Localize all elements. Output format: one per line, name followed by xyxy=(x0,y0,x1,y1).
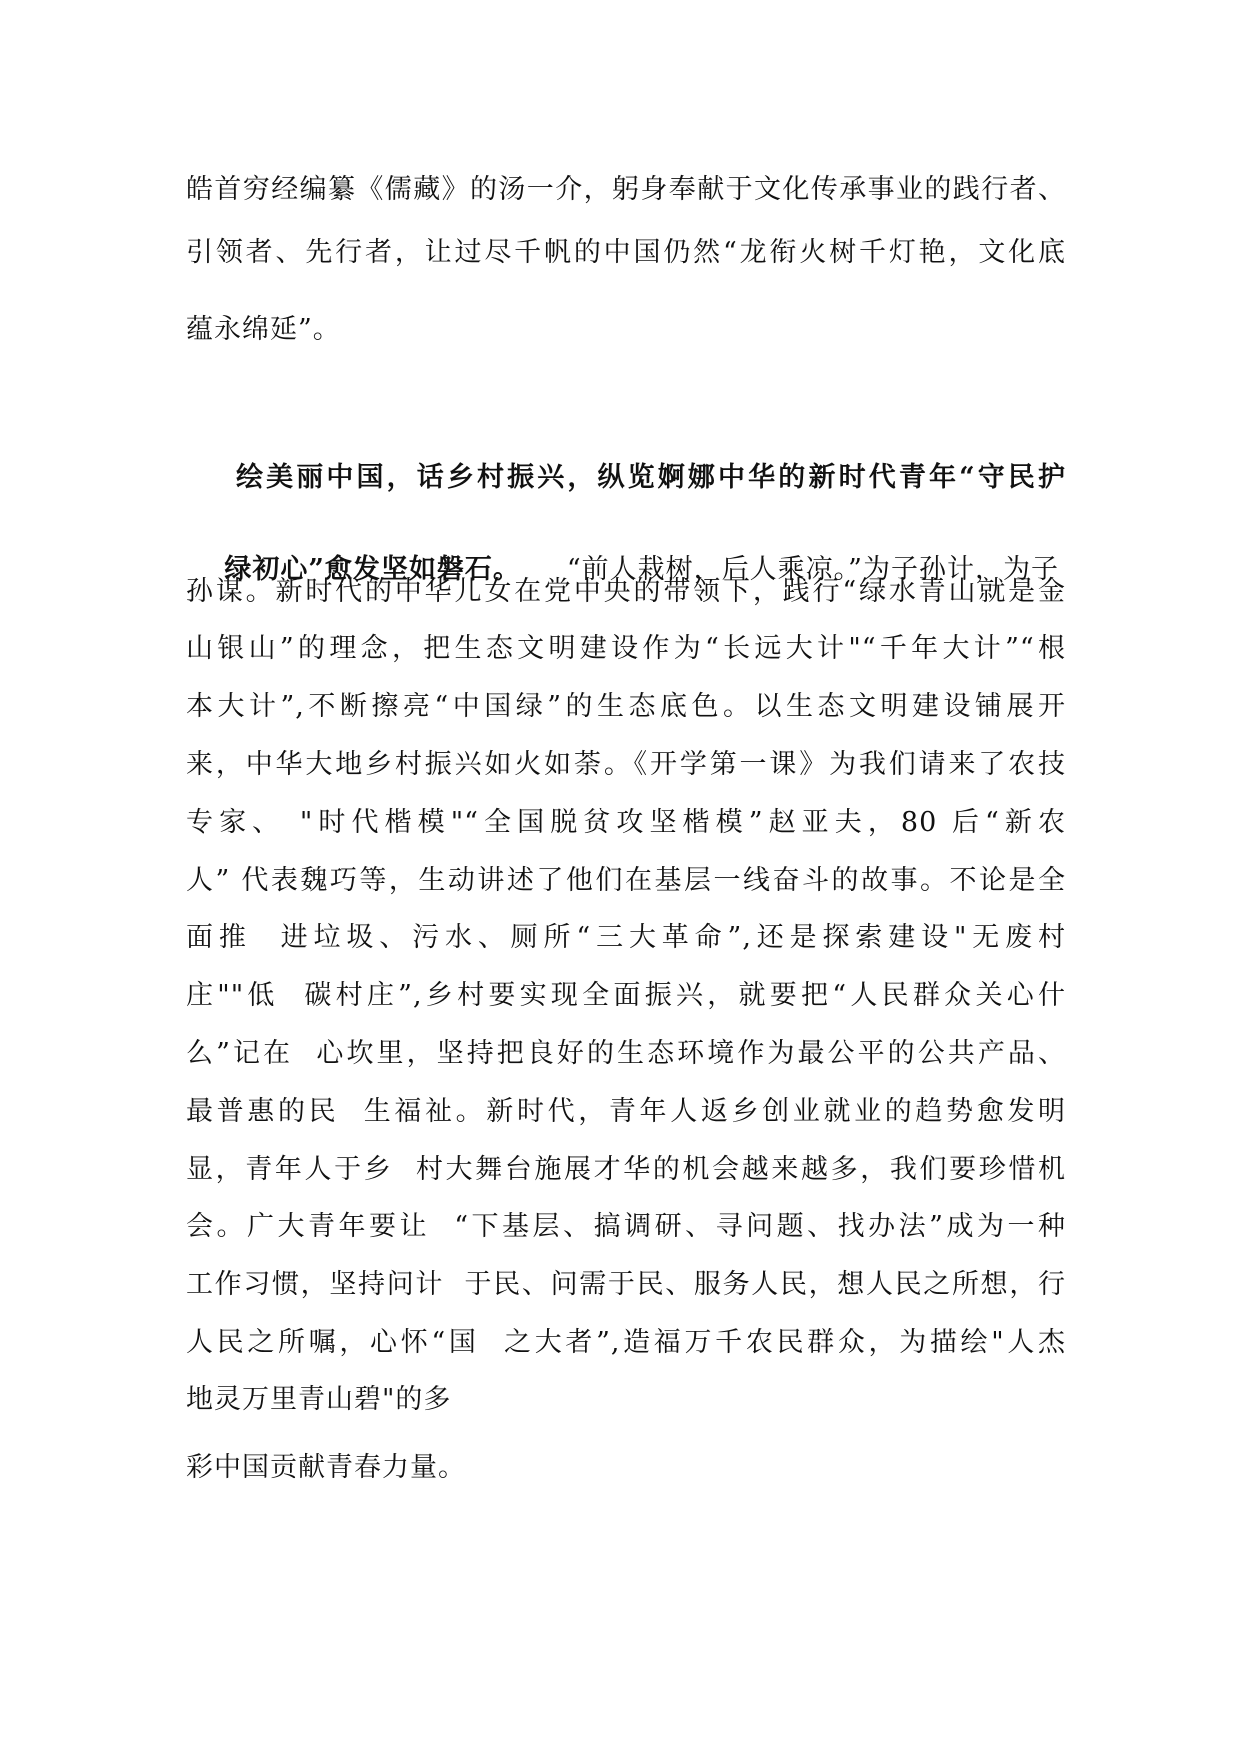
paragraph2-final-line: 彩中国贡献青春力量。 xyxy=(186,1452,466,1483)
paragraph2-line-13: 显，青年人于乡 村大舞台施展才华的机会越来越多，我们要珍惜机 xyxy=(186,1154,1066,1185)
paragraph2-line-5: 本大计”,不断擦亮“中国绿”的生态底色。以生态文明建设铺展开 xyxy=(186,691,1066,722)
paragraph2-line-9: 面推 进垃圾、污水、厕所“三大革命”,还是探索建设"无废村 xyxy=(186,922,1066,953)
paragraph2-line-17: 地灵万里青山碧"的多 xyxy=(186,1384,452,1415)
paragraph2-line-16: 人民之所嘱，心怀“国 之大者”,造福万千农民群众，为描绘"人杰 xyxy=(186,1327,1066,1358)
paragraph2-line-2-rest: “前人栽树，后人乘凉。”为子孙计，为子 xyxy=(566,554,1059,585)
paragraph2-line-8: 人” 代表魏巧等，生动讲述了他们在基层一线奋斗的故事。不论是全 xyxy=(186,865,1066,896)
paragraph2-line-4: 山银山”的理念，把生态文明建设作为“长远大计"“千年大计”“根 xyxy=(186,633,1066,664)
paragraph2-line-12: 最普惠的民 生福祉。新时代，青年人返乡创业就业的趋势愈发明 xyxy=(186,1096,1066,1127)
paragraph2-line-6: 来，中华大地乡村振兴如火如荼。《开学第一课》为我们请来了农技 xyxy=(186,749,1066,780)
paragraph2-line-3: 孙谋。新时代的中华儿女在党中央的带领下，践行“绿水青山就是金 xyxy=(186,576,1066,607)
paragraph2-line-15: 工作习惯，坚持问计 于民、问需于民、服务人民，想人民之所想，行 xyxy=(186,1269,1066,1300)
paragraph1-line-2: 引领者、先行者，让过尽千帆的中国仍然“龙衔火树千灯艳，文化底 xyxy=(186,237,1066,268)
paragraph2-lead-line-2: 绿初心”愈发坚如磐石。 xyxy=(224,554,521,585)
paragraph1-line-1: 皓首穷经编纂《儒藏》的汤一介，躬身奉献于文化传承事业的践行者、 xyxy=(186,174,1066,205)
paragraph1-line-3: 蕴永绵延”。 xyxy=(186,314,341,345)
paragraph2-line-11: 么”记在 心坎里，坚持把良好的生态环境作为最公平的公共产品、 xyxy=(186,1038,1066,1069)
paragraph2-line-7: 专家、 "时代楷模"“全国脱贫攻坚楷模”赵亚夫，80 后“新农 xyxy=(186,807,1066,838)
paragraph2-line-10: 庄""低 碳村庄”,乡村要实现全面振兴，就要把“人民群众关心什 xyxy=(186,980,1066,1011)
paragraph2-line-14: 会。广大青年要让 “下基层、搞调研、寻问题、找办法”成为一种 xyxy=(186,1211,1066,1242)
paragraph2-lead-line-1: 绘美丽中国，话乡村振兴，纵览婀娜中华的新时代青年“守民护 xyxy=(236,462,1066,493)
